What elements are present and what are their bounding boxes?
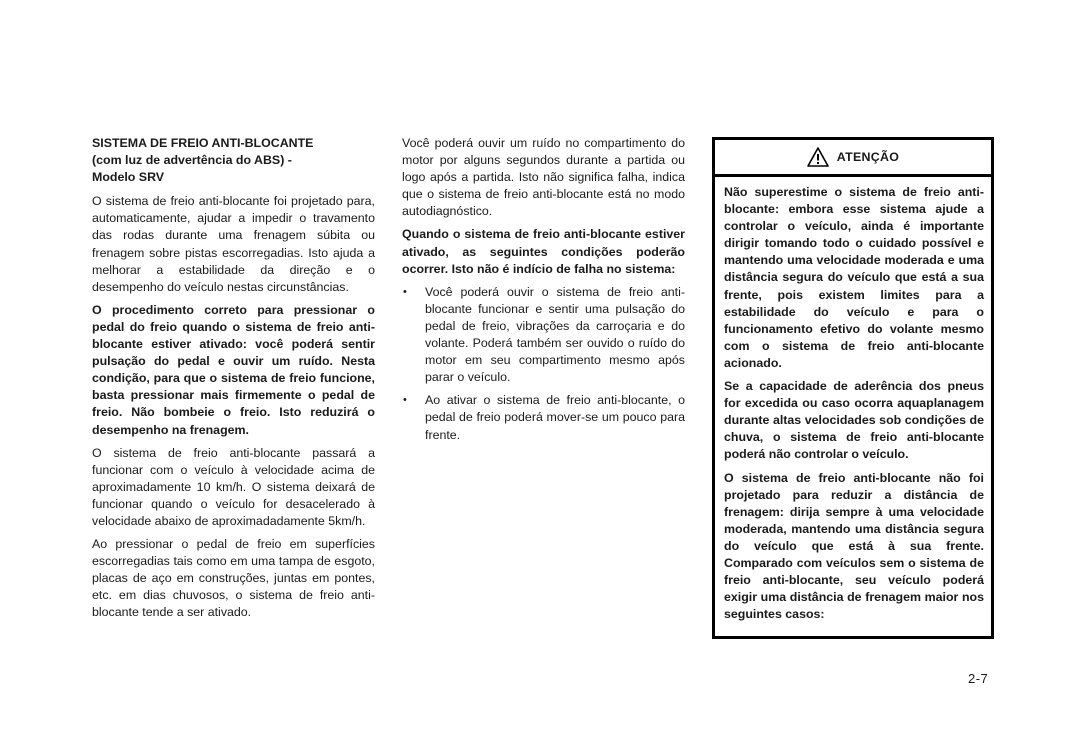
conditions-paragraph: Quando o sistema de freio anti-blocante estiver ativado, as seguintes condições poderão ocorrer. Isto não é indício de falha no sistema: <box>402 227 685 276</box>
section-heading <box>92 135 375 186</box>
middle-column <box>402 135 685 450</box>
intro-paragraph: O sistema de freio anti-blocante foi projetado para, automaticamente, ajudar a impedir o travamento das rodas durante uma frenagem súbita ou frenagem sobre pistas escorregadias. Isto ajuda a melhorar a estabilidade da direção e o desempenho do veículo nestas circunstâncias. <box>92 194 375 294</box>
slippery-surface-paragraph: Ao pressionar o pedal de freio em superfícies escorregadias tais como em uma tampa de esgoto, placas de aço em construções, juntas em pontes, etc. em dias chuvosos, o sistema de freio anti-blocante tende a ser ativado. <box>92 537 375 620</box>
page-number: 2-7 <box>968 671 989 686</box>
warning-triangle-icon <box>807 147 829 167</box>
heading-line: SISTEMA DE FREIO ANTI-BLOCANTE <box>92 136 314 150</box>
noise-paragraph: Você poderá ouvir um ruído no compartimento do motor por alguns segundos durante a partida ou logo após a partida. Isto não significa falha, indica que o sistema de freio anti-blocante está no modo autodiagnóstico. <box>402 136 685 219</box>
list-item-text: Você poderá ouvir o sistema de freio anti-blocante funcionar e sentir uma pulsação do pedal de freio, vibrações da carroçaria e do volante. Poderá também ser ouvido o ruído do motor em seu compartimento mesmo após parar o veículo. <box>425 284 685 385</box>
warning-paragraph: Se a capacidade de aderência dos pneus for excedida ou caso ocorra aquaplanagem durante altas velocidades sob condições de chuva, o sistema de freio anti-blocante poderá não controlar o veículo. <box>724 379 984 462</box>
bullet-icon: • <box>403 285 407 298</box>
warning-body <box>715 177 991 623</box>
list-item <box>402 284 685 387</box>
bullet-icon: • <box>403 394 407 407</box>
heading-line: Modelo SRV <box>92 170 165 185</box>
warning-header <box>715 140 991 177</box>
warning-box <box>712 137 994 639</box>
list-item <box>402 392 685 443</box>
speed-paragraph: O sistema de freio anti-blocante passará a funcionar com o veículo à velocidade acima de aproximadamente 10 km/h. O sistema deixará de funcionar quando o veículo for desacelerado à velocidade abaixo de aproximadadamente 5km/h. <box>92 445 375 528</box>
warning-paragraph: Não superestime o sistema de freio anti-blocante: embora esse sistema ajude a controlar o veículo, ainda é importante dirigir tomando todo o cuidado possível e mantendo uma velocidade moderada e uma distância segura do veículo que está a sua frente, pois existem limites para a estabilidade do veículo e para o funcionamento efetivo do volante mesmo com o sistema de freio anti-blocante acionado. <box>724 185 984 370</box>
heading-line: (com luz de advertência do ABS) - <box>92 153 292 168</box>
warning-title: ATENÇÃO <box>836 150 900 164</box>
left-column <box>92 135 375 628</box>
conditions-list <box>402 284 685 444</box>
procedure-paragraph: O procedimento correto para pressionar o pedal do freio quando o sistema de freio anti-blocante estiver ativado: você poderá sentir pulsação do pedal e ouvir um ruído. Nesta condição, para que o sistema de freio funcione, basta pressionar mais firmemente o pedal de freio. Não bombeie o freio. Isto reduzirá o desempenho na frenagem. <box>92 302 375 437</box>
list-item-text: Ao ativar o sistema de freio anti-blocante, o pedal de freio poderá mover-se um pouco para frente. <box>425 393 685 442</box>
warning-paragraph: O sistema de freio anti-blocante não foi projetado para reduzir a distância de frenagem: dirija sempre à uma velocidade moderada, mantendo uma distância segura do veículo que está à sua frente. Comparado com veículos sem o sistema de freio anti-blocante, seu veículo poderá exigir uma distância de frenagem maior nos seguintes casos: <box>724 470 984 622</box>
